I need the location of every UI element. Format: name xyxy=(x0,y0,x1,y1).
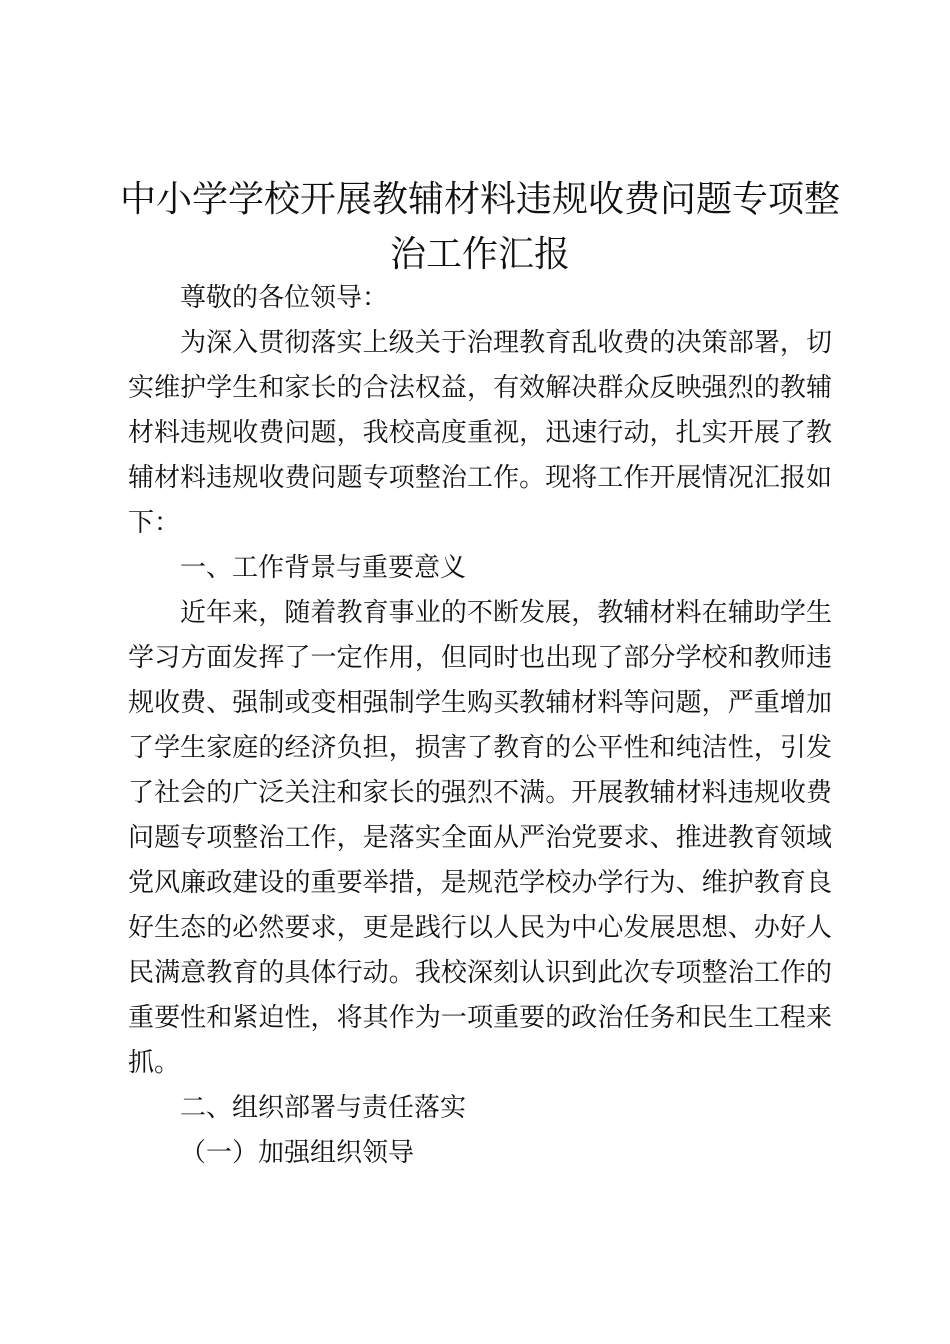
document-body xyxy=(128,276,832,1176)
section-heading-1: 一、工作背景与重要意义 xyxy=(180,553,467,583)
intro-paragraph: 为深入贯彻落实上级关于治理教育乱收费的决策部署，切实维护学生和家长的合法权益，有效解决群众反映强烈的教辅材料违规收费问题，我校高度重视，迅速行动，扎实开展了教辅材料违规收费问题专项整治工作。现将工作开展情况汇报如下： xyxy=(128,328,832,538)
document-title: 中小学学校开展教辅材料违规收费问题专项整治工作汇报 xyxy=(119,179,840,275)
subsection-heading-2-1: （一）加强组织领导 xyxy=(180,1138,415,1168)
salutation: 尊敬的各位领导： xyxy=(180,283,389,313)
section-1-paragraph: 近年来，随着教育事业的不断发展，教辅材料在辅助学生学习方面发挥了一定作用，但同时也出现了部分学校和教师违规收费、强制或变相强制学生购买教辅材料等问题，严重增加了学生家庭的经济负担，损害了教育的公平性和纯洁性，引发了社会的广泛关注和家长的强烈不满。开展教辅材料违规收费问题专项整治工作，是落实全面从严治党要求、推进教育领域党风廉政建设的重要举措，是规范学校办学行为、维护教育良好生态的必然要求，更是践行以人民为中心发展思想、办好人民满意教育的具体行动。我校深刻认识到此次专项整治工作的重要性和紧迫性，将其作为一项重要的政治任务和民生工程来抓。 xyxy=(128,598,832,1078)
section-heading-2: 二、组织部署与责任落实 xyxy=(180,1093,467,1123)
